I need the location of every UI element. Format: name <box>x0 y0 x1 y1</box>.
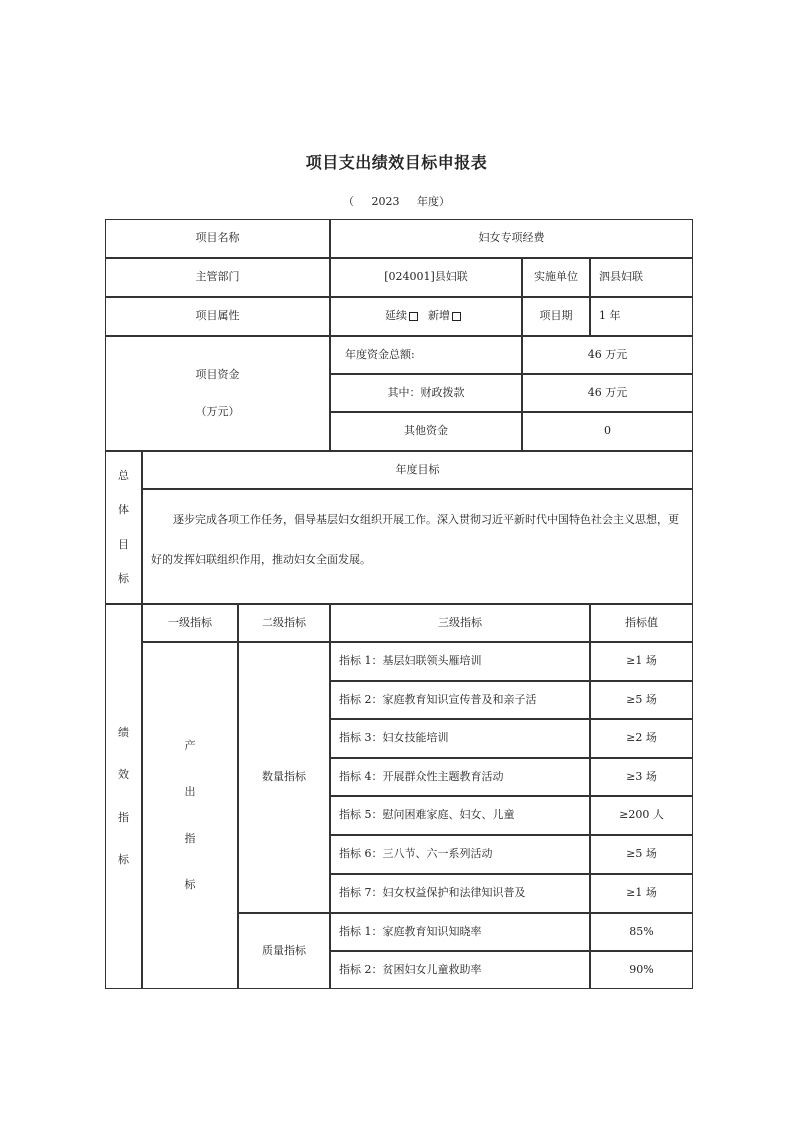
period-value: 1 年 <box>590 297 693 336</box>
page-title: 项目支出绩效目标申报表 <box>305 153 488 172</box>
dept-value: [024001]县妇联 <box>330 258 522 297</box>
attr-new-label: 新增 <box>428 309 450 323</box>
fund-total-value: 46 万元 <box>522 336 693 374</box>
attr-options <box>330 297 522 336</box>
header-level2: 二级指标 <box>238 604 330 642</box>
project-name-label: 项目名称 <box>105 219 330 258</box>
perf-indicators-vertical-label: 绩 效 指 标 <box>105 604 142 989</box>
annual-goal-text: 逐步完成各项工作任务，倡导基层妇女组织开展工作。深入贯彻习近平新时代中国特色社会主义思想，更好的发挥妇联组织作用，推动妇女全面发展。 <box>142 489 693 604</box>
fund-fiscal-label: 其中：财政拨款 <box>330 374 522 412</box>
header-level3: 三级指标 <box>330 604 590 642</box>
performance-table <box>105 219 693 989</box>
table-row-quantity-7-value: ≥1 场 <box>590 874 693 913</box>
fund-other-label: 其他资金 <box>330 412 522 451</box>
overall-goal-vertical-label: 总 体 目 标 <box>105 451 142 604</box>
fund-label: 项目资金 <box>195 368 240 382</box>
table-row-quantity-6-name: 指标 6：三八节、六一系列活动 <box>330 835 590 874</box>
project-name-value: 妇女专项经费 <box>330 219 693 258</box>
table-row-quantity-1-value: ≥1 场 <box>590 642 693 681</box>
table-row-quality-2-value: 90% <box>590 951 693 989</box>
table-row-quantity-1-name: 指标 1：基层妇联领头雁培训 <box>330 642 590 681</box>
dept-label: 主管部门 <box>105 258 330 297</box>
fund-other-value: 0 <box>522 412 693 451</box>
table-row-quantity-2-name: 指标 2：家庭教育知识宣传普及和亲子活 <box>330 681 590 719</box>
attr-label: 项目属性 <box>105 297 330 336</box>
table-row-quantity-5-name: 指标 5：慰问困难家庭、妇女、儿童 <box>330 796 590 835</box>
table-row-quality-1-value: 85% <box>590 913 693 951</box>
header-level1: 一级指标 <box>142 604 238 642</box>
output-indicators-label: 产 出 指 标 <box>142 642 238 989</box>
fund-unit: （万元） <box>195 404 240 418</box>
impl-unit-value: 泗县妇联 <box>590 258 693 297</box>
fund-total-label: 年度资金总额: <box>330 336 522 374</box>
table-row-quantity-7-name: 指标 7：妇女权益保护和法律知识普及 <box>330 874 590 913</box>
table-row-quantity-3-name: 指标 3：妇女技能培训 <box>330 719 590 758</box>
table-row-quantity-4-value: ≥3 场 <box>590 758 693 796</box>
header-value: 指标值 <box>590 604 693 642</box>
annual-goal-label: 年度目标 <box>142 451 693 489</box>
fund-label-cell <box>105 336 330 451</box>
table-row-quantity-6-value: ≥5 场 <box>590 835 693 874</box>
quality-indicators-label: 质量指标 <box>238 913 330 989</box>
table-row-quantity-4-name: 指标 4：开展群众性主题教育活动 <box>330 758 590 796</box>
fund-fiscal-value: 46 万元 <box>522 374 693 412</box>
impl-unit-label: 实施单位 <box>522 258 590 297</box>
attr-continue-checkbox[interactable] <box>409 312 418 321</box>
table-row-quantity-2-value: ≥5 场 <box>590 681 693 719</box>
table-row-quality-2-name: 指标 2：贫困妇女儿童救助率 <box>330 951 590 989</box>
attr-continue-label: 延续 <box>385 309 407 323</box>
year-line: （ 2023 年度） <box>343 195 450 208</box>
table-row-quality-1-name: 指标 1：家庭教育知识知晓率 <box>330 913 590 951</box>
table-row-quantity-5-value: ≥200 人 <box>590 796 693 835</box>
attr-new-checkbox[interactable] <box>452 312 461 321</box>
table-row-quantity-3-value: ≥2 场 <box>590 719 693 758</box>
quantity-indicators-label: 数量指标 <box>238 642 330 913</box>
period-label: 项目期 <box>522 297 590 336</box>
